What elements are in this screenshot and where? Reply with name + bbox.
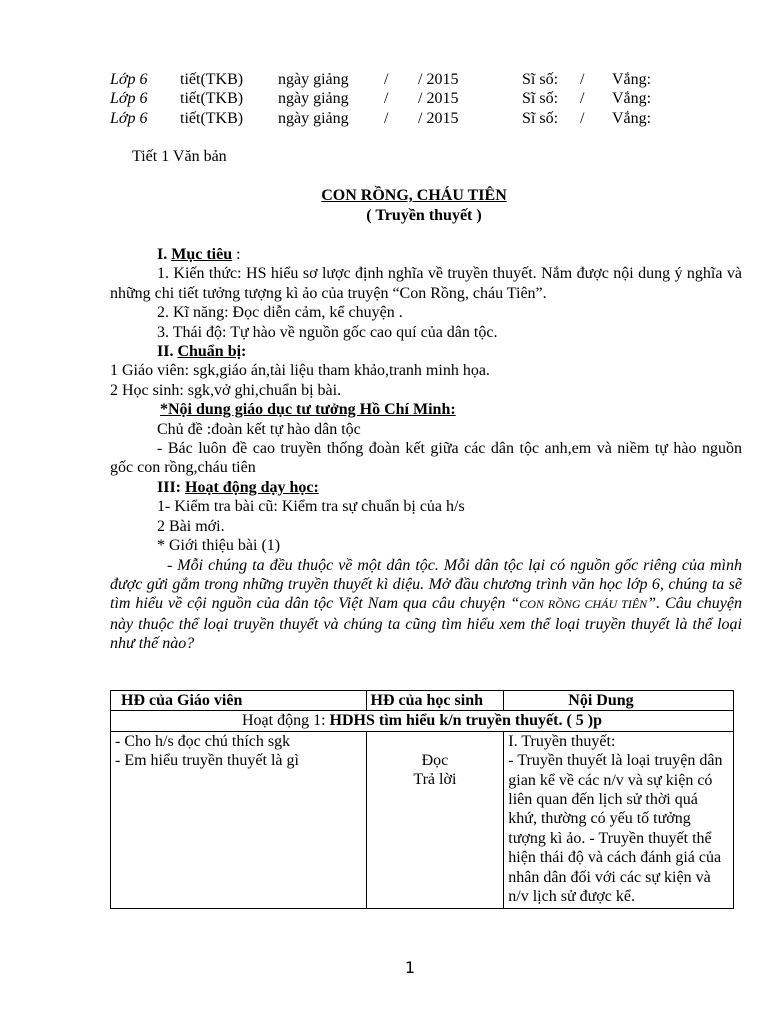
content-text: - Truyền thuyết là loại truyện dân gian kể về các n/v và sự kiện có liên quan đến lịch sử thời quá khứ, thường có yếu tố tưởng tượng kì ảo. - Truyền thuyết thể hiện thái độ và cách đánh giá của nhân dân đối với các sự kiện và n/v lịch sử được kể. bbox=[508, 752, 723, 906]
date-slash: / bbox=[384, 90, 389, 107]
activity-table bbox=[110, 690, 734, 909]
attendance-label: Sĩ số: bbox=[522, 110, 559, 127]
header-row bbox=[110, 109, 710, 129]
table-header-row bbox=[111, 691, 734, 711]
hcm-topic: Chủ đề :đoàn kết tự hào dân tộc bbox=[157, 420, 361, 438]
activity-prefix: Hoạt động 1: bbox=[241, 712, 330, 730]
date-slash: / bbox=[384, 71, 389, 88]
activity-intro: * Giới thiệu bài (1) bbox=[157, 537, 281, 555]
lesson-title: CON RỒNG, CHÁU TIÊN bbox=[321, 187, 507, 204]
teacher-step: - Em hiểu truyền thuyết là gì bbox=[115, 752, 299, 770]
hcm-text: - Bác luôn đề cao truyền thống đoàn kết giữa các dân tộc anh,em và niềm tự hào nguồn gốc con rồng,cháu tiên bbox=[110, 440, 742, 477]
objective-skills: 2. Kĩ năng: Đọc diễn cảm, kể chuyện . bbox=[157, 304, 403, 322]
date-label: ngày giảng bbox=[278, 90, 349, 107]
attendance-slash: / bbox=[580, 71, 585, 88]
section-number: II. bbox=[157, 343, 178, 361]
section-title: Chuẩn bị bbox=[177, 343, 242, 361]
period-label: tiết(TKB) bbox=[180, 110, 244, 127]
class-label: Lớp 6 bbox=[110, 71, 148, 88]
section-title: Mục tiêu bbox=[171, 246, 233, 263]
section-suffix: : bbox=[232, 246, 241, 263]
student-cell bbox=[366, 731, 504, 909]
section-suffix: : bbox=[241, 343, 247, 361]
year-label: / 2015 bbox=[418, 110, 459, 127]
student-step: Trả lời bbox=[413, 771, 457, 789]
class-label: Lớp 6 bbox=[110, 110, 148, 127]
header-row bbox=[110, 70, 710, 90]
activity-review: 1- Kiểm tra bài cũ: Kiểm tra sự chuẩn bị của h/s bbox=[157, 498, 465, 516]
lesson-label: Tiết 1 Văn bản bbox=[132, 148, 227, 165]
absent-label: Vắng: bbox=[612, 71, 652, 88]
hcm-heading bbox=[110, 400, 742, 419]
section-title: Hoạt động dạy học: bbox=[185, 478, 319, 496]
class-label: Lớp 6 bbox=[110, 90, 148, 107]
student-step: Đọc bbox=[421, 751, 449, 769]
date-label: ngày giảng bbox=[278, 71, 349, 88]
section-number: I. bbox=[157, 246, 172, 263]
section-number: III: bbox=[157, 478, 186, 496]
lesson-genre: ( Truyền thuyết ) bbox=[366, 207, 482, 224]
attendance-label: Sĩ số: bbox=[522, 71, 559, 88]
activity-name: HDHS tìm hiểu k/n truyền thuyết. ( 5 )p bbox=[329, 712, 602, 730]
intro-text: - Mỗi chúng ta đều thuộc về một dân tộc. Mỗi dân tộc lại có nguồn gốc riêng của mình được gửi gắm trong những truyền thuyết kì diệu. Mở đầu chương trình văn học lớp 6, chúng ta sẽ tìm hiểu về cội nguồn của dân tộc Việt Nam qua câu chuyện “ bbox=[110, 556, 742, 613]
table-row bbox=[111, 731, 734, 909]
section-activities bbox=[110, 478, 742, 497]
attendance-label: Sĩ số: bbox=[522, 90, 559, 107]
attendance-slash: / bbox=[580, 110, 585, 127]
absent-label: Vắng: bbox=[612, 90, 652, 107]
objective-knowledge: 1. Kiến thức: HS hiểu sơ lược định nghĩa về truyền thuyết. Nắm được nội dung ý nghĩa và những chi tiết tưởng tượng kì ảo của truyện “Con Rồng, cháu Tiên”. bbox=[110, 265, 742, 302]
section-preparation bbox=[110, 342, 742, 361]
content-cell bbox=[504, 731, 734, 909]
date-label: ngày giảng bbox=[278, 110, 349, 127]
period-label: tiết(TKB) bbox=[180, 71, 244, 88]
teacher-cell bbox=[111, 731, 367, 909]
activity-new: 2 Bài mới. bbox=[157, 517, 225, 535]
attendance-slash: / bbox=[580, 90, 585, 107]
header-row bbox=[110, 89, 710, 109]
hcm-title: *Nội dung giáo dục tư tưởng Hồ Chí Minh: bbox=[160, 401, 456, 419]
year-label: / 2015 bbox=[418, 71, 459, 88]
date-slash: / bbox=[384, 110, 389, 127]
header-content: Nội Dung bbox=[504, 691, 734, 711]
teacher-step: - Cho h/s đọc chú thích sgk bbox=[115, 732, 291, 750]
header-student: HĐ của học sinh bbox=[366, 691, 504, 711]
intro-paragraph bbox=[110, 556, 742, 654]
objective-attitude: 3. Thái độ: Tự hào về nguồn gốc cao quí của dân tộc. bbox=[157, 323, 498, 341]
intro-story-name: CON RỒNG CHÁU TIÊN bbox=[519, 597, 648, 612]
intro-text-end: ”. Câu chuyện này thuộc thể loại truyền thuyết và chúng ta cũng tìm hiểu xem thể loại truyền thuyết là thể loại như thế nào? bbox=[110, 595, 743, 653]
section-objectives bbox=[110, 245, 742, 264]
lesson-body bbox=[110, 245, 742, 654]
activity-title bbox=[111, 711, 734, 731]
prep-teacher: 1 Giáo viên: sgk,giáo án,tài liệu tham khảo,tranh minh họa. bbox=[110, 362, 490, 380]
prep-student: 2 Học sinh: sgk,vở ghi,chuẩn bị bài. bbox=[110, 381, 342, 399]
absent-label: Vắng: bbox=[612, 110, 652, 127]
page-number: 1 bbox=[404, 958, 416, 977]
content-heading: I. Truyền thuyết: bbox=[508, 732, 616, 750]
header-teacher: HĐ của Giáo viên bbox=[111, 691, 367, 711]
year-label: / 2015 bbox=[418, 90, 459, 107]
period-label: tiết(TKB) bbox=[180, 90, 244, 107]
table-activity-row bbox=[111, 711, 734, 731]
